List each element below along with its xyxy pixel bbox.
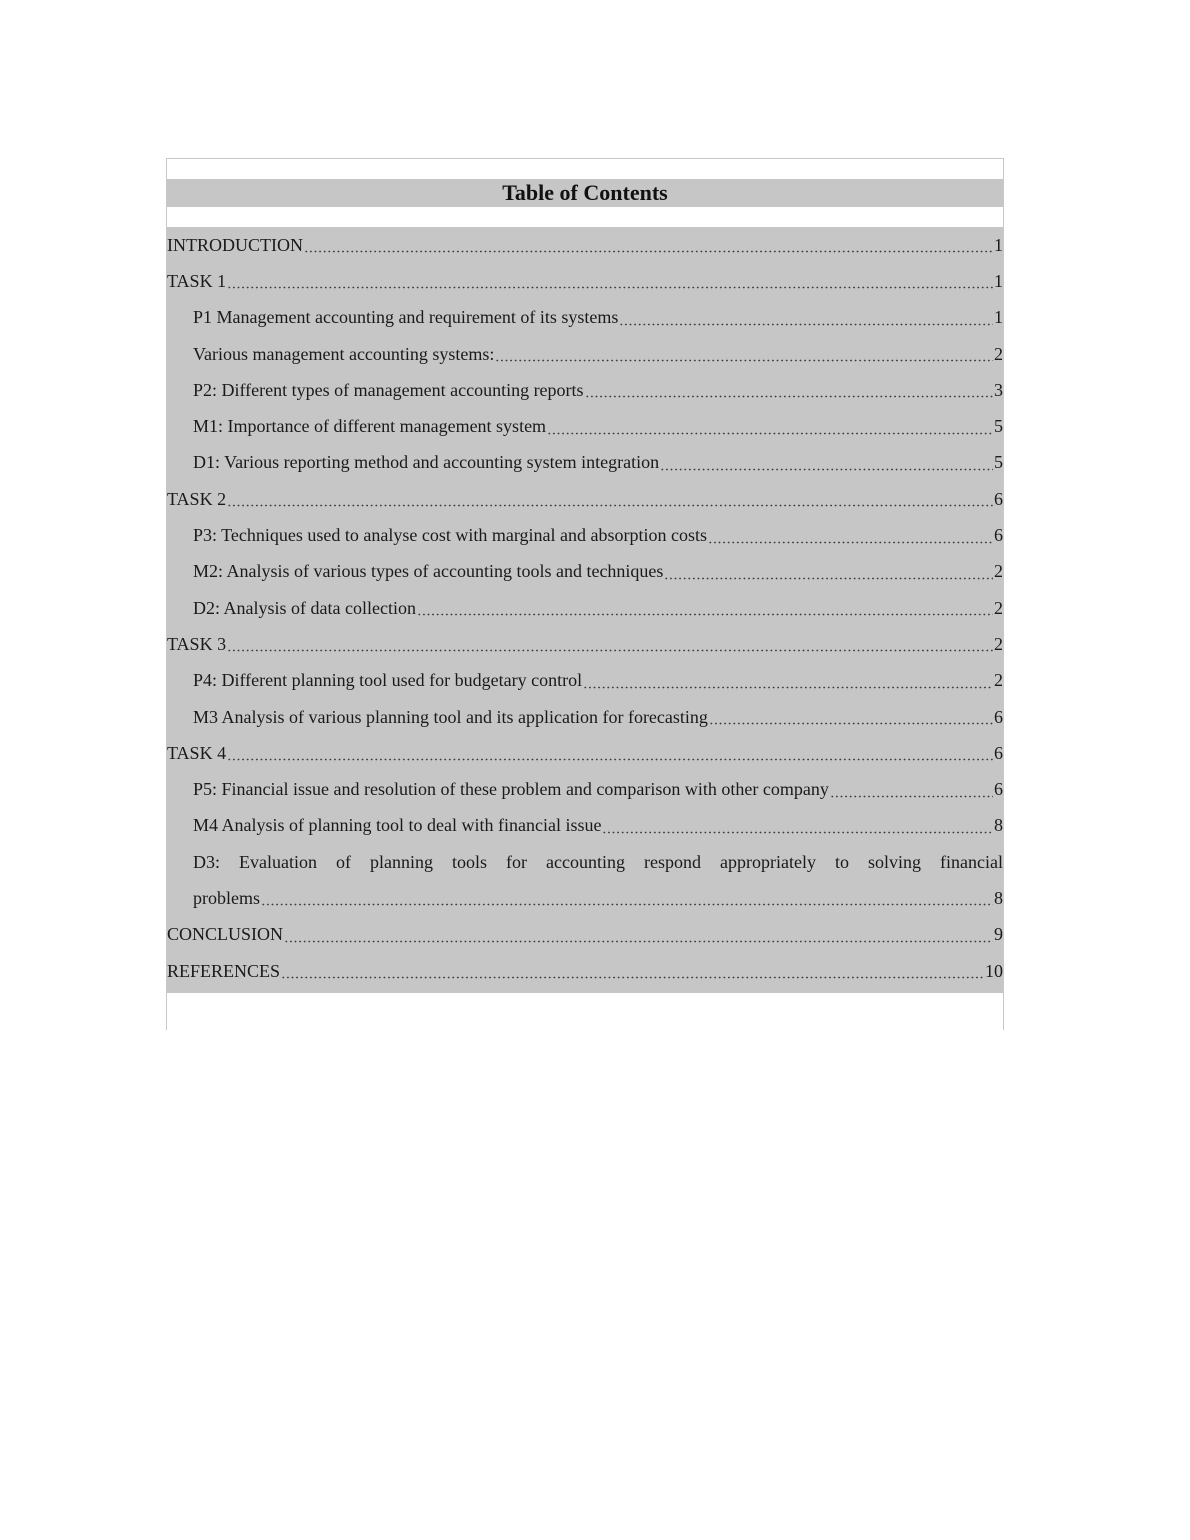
toc-heading: Table of Contents — [167, 179, 1003, 207]
toc-entry-title: P1 Management accounting and requirement of its systems — [193, 307, 619, 328]
toc-page-number: 1 — [994, 270, 1003, 291]
toc-page-number: 2 — [994, 561, 1003, 582]
toc-dot-leader — [227, 744, 993, 762]
toc-page-number: 2 — [994, 597, 1003, 618]
toc-dot-leader — [304, 236, 993, 254]
toc-entry-title: M2: Analysis of various types of accounting tools and techniques — [193, 561, 664, 582]
toc-page-number: 2 — [994, 670, 1003, 691]
toc-dot-leader — [708, 527, 993, 545]
toc-entry-title: TASK 1 — [167, 270, 227, 291]
toc-entry-title: TASK 4 — [167, 742, 227, 763]
toc-entry[interactable] — [167, 844, 1003, 880]
toc-entry[interactable] — [167, 626, 1003, 662]
toc-entry-title: problems — [193, 887, 260, 908]
toc-entry-title: CONCLUSION — [167, 924, 284, 945]
toc-entry-title: TASK 2 — [167, 488, 227, 509]
toc-page-number: 6 — [994, 525, 1003, 546]
toc-page-number: 6 — [994, 779, 1003, 800]
toc-page-number: 1 — [994, 307, 1003, 328]
toc-entry-title: D1: Various reporting method and accounting system integration — [193, 452, 660, 473]
toc-page-number: 2 — [994, 633, 1003, 654]
toc-dot-leader — [830, 781, 993, 799]
toc-page-number: 2 — [994, 343, 1003, 364]
toc-dot-leader — [495, 345, 993, 363]
toc-page-number: 10 — [985, 960, 1003, 981]
toc-page-number: 5 — [994, 416, 1003, 437]
toc-entry-title: P3: Techniques used to analyse cost with marginal and absorption costs — [193, 525, 707, 546]
toc-page-number: 5 — [994, 452, 1003, 473]
toc-entry[interactable] — [167, 808, 1003, 844]
toc-dot-leader — [227, 490, 993, 508]
toc-entry[interactable] — [167, 300, 1003, 336]
toc-frame — [166, 158, 1004, 1030]
toc-entry[interactable] — [167, 953, 1003, 989]
toc-dot-leader — [583, 672, 993, 690]
toc-entry[interactable] — [167, 445, 1003, 481]
toc-dot-leader — [417, 599, 993, 617]
toc-entry-title: M1: Importance of different management system — [193, 416, 547, 437]
toc-entry[interactable] — [167, 372, 1003, 408]
toc-entry[interactable] — [167, 263, 1003, 299]
toc-entry-title: M4 Analysis of planning tool to deal with financial issue — [193, 815, 602, 836]
toc-dot-leader — [281, 962, 984, 980]
toc-entry[interactable] — [167, 517, 1003, 553]
toc-page-number: 8 — [994, 815, 1003, 836]
toc-dot-leader — [227, 635, 993, 653]
toc-list — [167, 227, 1003, 993]
toc-dot-leader — [284, 926, 993, 944]
toc-dot-leader — [585, 381, 993, 399]
toc-entry[interactable] — [167, 408, 1003, 444]
toc-entry[interactable] — [167, 554, 1003, 590]
toc-entry-continuation[interactable] — [167, 880, 1003, 916]
toc-page-number: 6 — [994, 488, 1003, 509]
toc-entry-title: M3 Analysis of various planning tool and its application for forecasting — [193, 706, 708, 727]
toc-dot-leader — [709, 708, 993, 726]
toc-entry-title: TASK 3 — [167, 633, 227, 654]
toc-dot-leader — [261, 889, 993, 907]
toc-entry-title: D3: Evaluation of planning tools for accounting respond appropriately to solving financial — [193, 851, 1003, 872]
toc-entry[interactable] — [167, 663, 1003, 699]
toc-entry-title: Various management accounting systems: — [193, 343, 495, 364]
toc-dot-leader — [660, 454, 993, 472]
toc-entry-title: P4: Different planning tool used for budgetary control — [193, 670, 583, 691]
toc-dot-leader — [602, 817, 993, 835]
toc-page-number: 6 — [994, 742, 1003, 763]
toc-page-number: 3 — [994, 379, 1003, 400]
toc-entry[interactable] — [167, 481, 1003, 517]
toc-entry[interactable] — [167, 227, 1003, 263]
toc-dot-leader — [619, 309, 993, 327]
toc-dot-leader — [547, 418, 993, 436]
toc-entry-title: REFERENCES — [167, 960, 281, 981]
toc-page-number: 8 — [994, 887, 1003, 908]
toc-entry-title: P2: Different types of management accounting reports — [193, 379, 584, 400]
toc-entry-title: INTRODUCTION — [167, 234, 303, 255]
toc-entry-title: P5: Financial issue and resolution of these problem and comparison with other company — [193, 779, 829, 800]
toc-page-number: 6 — [994, 706, 1003, 727]
toc-entry[interactable] — [167, 590, 1003, 626]
toc-entry[interactable] — [167, 735, 1003, 771]
toc-entry-title: D2: Analysis of data collection — [193, 597, 416, 618]
toc-entry[interactable] — [167, 771, 1003, 807]
toc-dot-leader — [227, 272, 993, 290]
toc-entry[interactable] — [167, 699, 1003, 735]
toc-page-number: 9 — [994, 924, 1003, 945]
toc-entry[interactable] — [167, 917, 1003, 953]
toc-entry[interactable] — [167, 336, 1003, 372]
toc-dot-leader — [664, 563, 993, 581]
toc-page-number: 1 — [994, 234, 1003, 255]
